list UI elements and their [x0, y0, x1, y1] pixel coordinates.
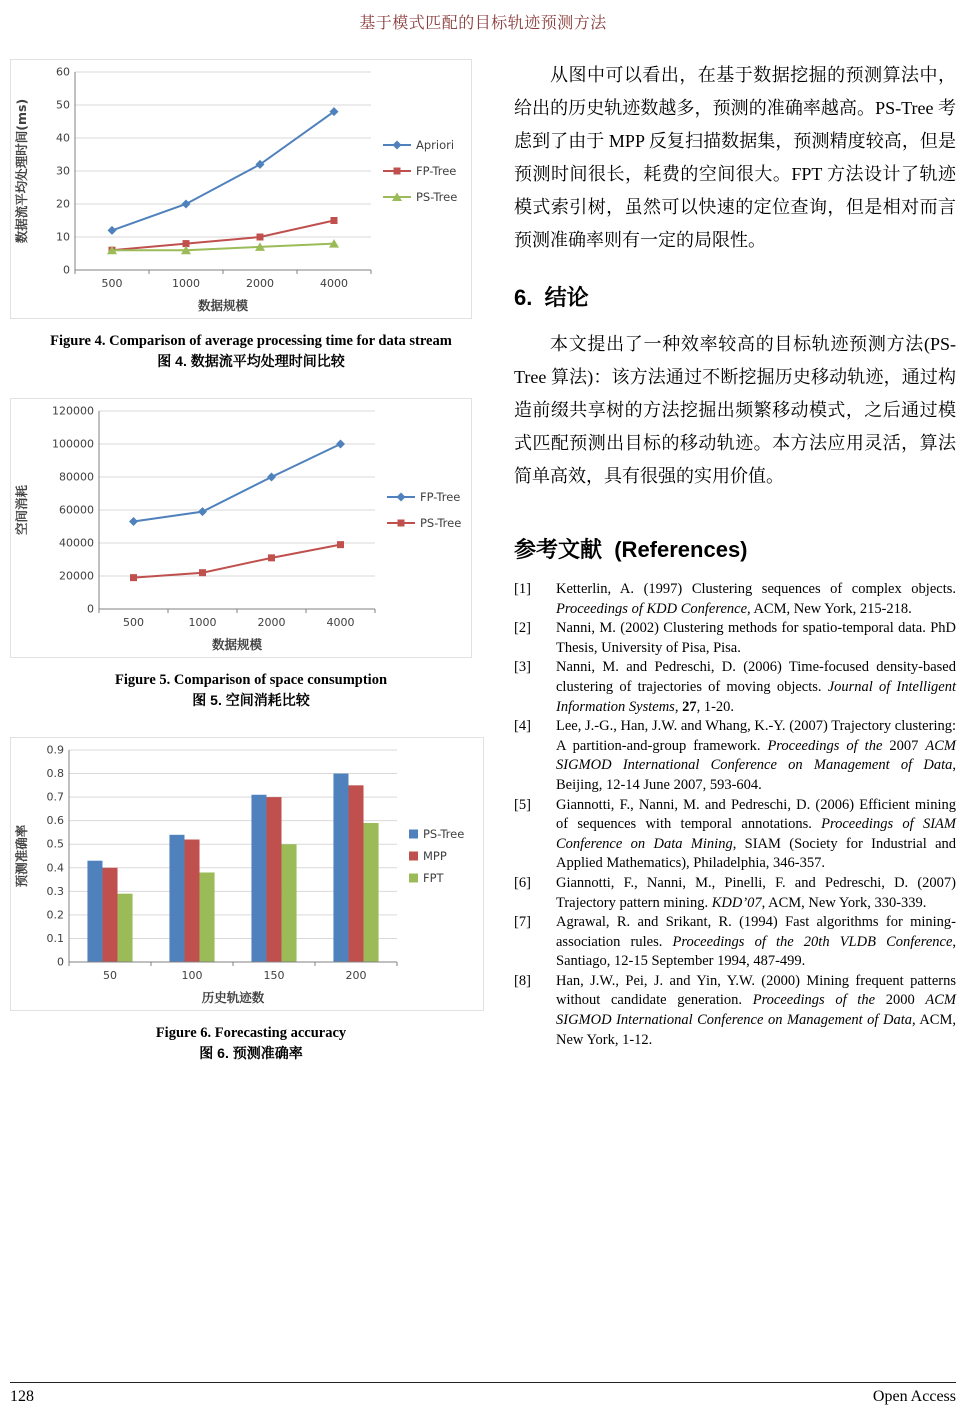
svg-text:0.7: 0.7: [46, 790, 64, 804]
figure6-caption: [10, 1024, 492, 1064]
svg-text:20000: 20000: [59, 569, 94, 583]
svg-text:PS-Tree: PS-Tree: [423, 827, 465, 841]
svg-text:数据规模: 数据规模: [197, 298, 249, 313]
svg-text:数据规模: 数据规模: [211, 637, 263, 652]
svg-text:预测准确率: 预测准确率: [14, 824, 29, 888]
svg-text:PS-Tree: PS-Tree: [416, 190, 458, 204]
reference-item: [514, 619, 956, 658]
svg-text:0.8: 0.8: [46, 767, 64, 781]
svg-text:0.9: 0.9: [46, 743, 64, 757]
svg-text:150: 150: [263, 969, 285, 982]
svg-text:4000: 4000: [320, 277, 348, 290]
references-list: [514, 580, 956, 1050]
svg-text:60000: 60000: [59, 503, 94, 517]
svg-text:数据流平均处理时间(ms): 数据流平均处理时间(ms): [14, 98, 29, 244]
svg-text:FPT: FPT: [423, 871, 444, 885]
svg-text:40: 40: [56, 131, 70, 145]
figure4-caption: [10, 332, 492, 372]
figure6-bar-chart: [10, 737, 484, 1011]
svg-text:60: 60: [56, 65, 70, 79]
figure4-line-chart: [10, 59, 472, 319]
figure-5: [10, 398, 492, 711]
svg-text:0.1: 0.1: [46, 931, 64, 945]
reference-label: [1]: [514, 581, 531, 597]
reference-label: [2]: [514, 620, 531, 637]
reference-label: [8]: [514, 972, 531, 989]
reference-text: Nanni, M. (2002) Clustering methods for spatio-temporal data. PhD Thesis, University of Pisa, Pisa.: [556, 620, 956, 656]
reference-item: [514, 658, 956, 717]
figure-6: [10, 737, 492, 1064]
conclusion-heading: 6. 结论: [514, 285, 589, 310]
reference-text: Nanni, M. and Pedreschi, D. (2006) Time-focused density-based clustering of trajectories of moving objects. Journal of Intelligent Information Systems, 27, 1-20.: [556, 659, 956, 715]
svg-text:30: 30: [56, 164, 70, 178]
svg-text:MPP: MPP: [423, 849, 447, 863]
svg-text:历史轨迹数: 历史轨迹数: [201, 990, 265, 1005]
figure5-caption-zh: 图 5. 空间消耗比较: [192, 692, 310, 708]
svg-text:0.3: 0.3: [46, 884, 64, 898]
page-footer: [10, 1382, 956, 1406]
references-heading: 参考文献 (References): [514, 537, 748, 562]
svg-text:500: 500: [123, 616, 144, 629]
figure-4: [10, 59, 492, 372]
figure4-caption-zh: 图 4. 数据流平均处理时间比较: [157, 353, 345, 369]
svg-text:空间消耗: 空间消耗: [14, 484, 29, 536]
svg-text:0.4: 0.4: [46, 861, 64, 875]
running-head-title: 基于模式匹配的目标轨迹预测方法: [359, 15, 607, 32]
reference-label: [7]: [514, 914, 531, 931]
reference-label: [3]: [514, 659, 531, 676]
reference-item: [514, 913, 956, 972]
page-number: 128: [10, 1388, 34, 1405]
figure5-line-chart: [10, 398, 472, 658]
svg-text:100000: 100000: [52, 437, 94, 451]
conclusion-paragraph: 本文提出了一种效率较高的目标轨迹预测方法(PS-Tree 算法)：该方法通过不断挖掘历史移动轨迹，通过构造前缀共享树的方法挖掘出频繁移动模式，之后通过模式匹配预测出目标的移动轨迹。本方法应用灵活，算法简单高效，具有很强的实用价值。: [514, 334, 956, 486]
svg-text:0.5: 0.5: [46, 837, 64, 851]
reference-text: Ketterlin, A. (1997) Clustering sequences of complex objects. Proceedings of KDD Conference, ACM, New York, 215-218.: [556, 581, 956, 617]
svg-text:120000: 120000: [52, 404, 94, 418]
reference-label: [4]: [514, 718, 531, 735]
svg-text:500: 500: [101, 277, 123, 290]
reference-text: Han, J.W., Pei, J. and Yin, Y.W. (2000) Mining frequent patterns without candidate generation. Proceedings of the 2000 ACM SIGMOD International Conference on Management of Data, ACM, New York, 1-12.: [556, 972, 956, 1048]
figure4-caption-en: Figure 4. Comparison of average processing time for data stream: [50, 333, 452, 349]
reference-text: Agrawal, R. and Srikant, R. (1994) Fast algorithms for mining-association rules. Proceedings of the 20th VLDB Conference, Santiago, 12-15 September 1994, 487-499.: [556, 914, 956, 970]
reference-text: Giannotti, F., Nanni, M. and Pedreschi, D. (2006) Efficient mining of sequences with temporal annotations. Proceedings of SIAM Conference on Data Mining, SIAM (Society for Industrial and Applied Mathematics), Philadelphia, 346-357.: [556, 796, 957, 872]
figure6-caption-en: Figure 6. Forecasting accuracy: [155, 1025, 347, 1041]
svg-text:0.6: 0.6: [46, 814, 64, 828]
svg-text:80000: 80000: [59, 470, 94, 484]
reference-item: [514, 972, 956, 1050]
svg-text:200: 200: [345, 969, 367, 982]
reference-label: [5]: [514, 796, 531, 813]
svg-text:FP-Tree: FP-Tree: [416, 164, 457, 178]
svg-text:50: 50: [56, 98, 70, 112]
reference-item: [514, 874, 956, 913]
svg-text:40000: 40000: [59, 536, 94, 550]
discussion-paragraph: 从图中可以看出，在基于数据挖掘的预测算法中，给出的历史轨迹数越多，预测的准确率越高。PS-Tree 考虑到了由于 MPP 反复扫描数据集，预测精度较高，但是预测时间很长，耗费的空间很大。FPT 方法设计了轨迹模式索引树，虽然可以快速的定位查询，但是相对而言预测准确率则有一定的局限性。: [514, 65, 956, 250]
open-access-label: Open Access: [872, 1388, 956, 1405]
figure5-caption-en: Figure 5. Comparison of space consumption: [114, 672, 388, 688]
left-column: [10, 59, 492, 1090]
reference-item: [514, 796, 956, 874]
svg-text:100: 100: [181, 969, 203, 982]
svg-text:10: 10: [56, 230, 70, 244]
svg-text:20: 20: [56, 197, 70, 211]
svg-text:Apriori: Apriori: [416, 138, 455, 152]
svg-text:1000: 1000: [172, 277, 200, 290]
reference-text: Lee, J.-G., Han, J.W. and Whang, K.-Y. (2007) Trajectory clustering: A partition-and-group framework. Proceedings of the 2007 ACM SIGMOD International Conference on Management of Data, Beijing, 12-14 June 2007, 593-604.: [556, 718, 956, 793]
svg-text:2000: 2000: [246, 277, 274, 290]
svg-text:0: 0: [63, 263, 70, 277]
reference-item: [514, 580, 956, 619]
figure6-caption-zh: 图 6. 预测准确率: [199, 1045, 303, 1061]
reference-label: [6]: [514, 874, 531, 891]
reference-text: Giannotti, F., Nanni, M., Pinelli, F. and Pedreschi, D. (2007) Trajectory pattern mining. KDD’07, ACM, New York, 330-339.: [556, 874, 956, 911]
figure5-caption: [10, 671, 492, 711]
svg-text:4000: 4000: [326, 616, 355, 629]
reference-item: [514, 717, 956, 795]
svg-text:FP-Tree: FP-Tree: [420, 490, 461, 504]
svg-text:0: 0: [57, 955, 64, 969]
svg-text:0.2: 0.2: [46, 908, 64, 922]
right-column: [492, 59, 956, 1090]
content-columns: [10, 59, 956, 1090]
svg-text:0: 0: [87, 602, 94, 616]
svg-text:PS-Tree: PS-Tree: [420, 516, 462, 530]
svg-text:50: 50: [103, 969, 117, 982]
svg-text:2000: 2000: [257, 616, 286, 629]
svg-text:1000: 1000: [188, 616, 217, 629]
